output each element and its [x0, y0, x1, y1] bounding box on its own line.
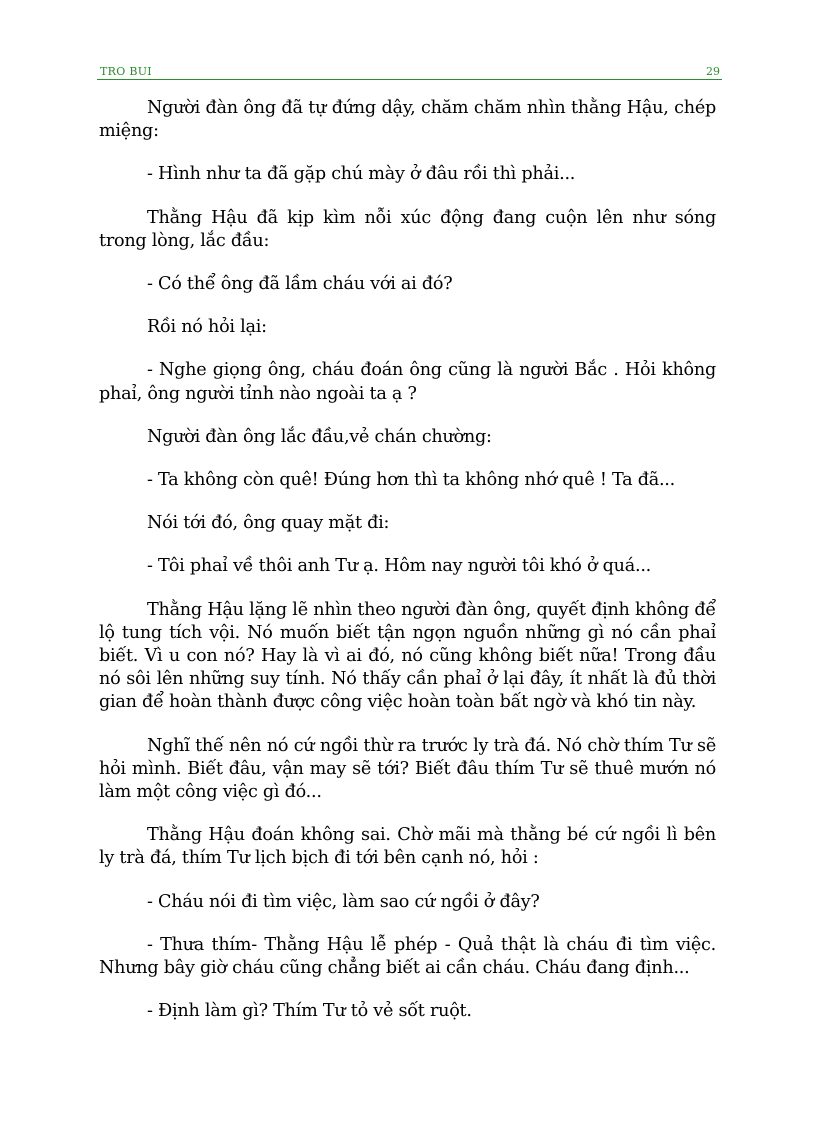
paragraph: - Nghe giọng ông, cháu đoán ông cũng là người Bắc . Hỏi không phaỉ, ông người tỉnh nào ngoài ta ạ ? [99, 360, 716, 404]
paragraph: - Tôi phaỉ về thôi anh Tư ạ. Hôm nay người tôi khó ở quá... [147, 556, 652, 577]
paragraph: - Ta không còn quê! Đúng hơn thì ta không nhớ quê ! Ta đã... [147, 470, 675, 491]
paragraph: Người đàn ông lắc đầu,vẻ chán chường: [147, 426, 492, 447]
paragraph: - Cháu nói đi tìm việc, làm sao cứ ngồi ở đây? [147, 891, 540, 912]
paragraph: - Có thể ông đã lầm cháu với ai đó? [147, 274, 453, 295]
book-title: TRO BUI [100, 65, 152, 78]
paragraph: Thằng Hậu đã kịp kìm nỗi xúc động đang cuộn lên như sóng trong lòng, lắc đầu: [99, 207, 716, 251]
paragraph: Nói tới đó, ông quay mặt đi: [147, 513, 390, 534]
page-header [97, 64, 722, 80]
paragraph: - Hình như ta đã gặp chú mày ở đâu rồi thì phải... [147, 164, 576, 185]
paragraph: Người đàn ông đã tự đứng dậy, chăm chăm nhìn thằng Hậu, chép miệng: [99, 98, 716, 142]
body-text [99, 97, 716, 1043]
paragraph: Nghĩ thế nên nó cứ ngồi thừ ra trước ly trà đá. Nó chờ thím Tư sẽ hỏi mình. Biết đâu, vận may sẽ tới? Biết đâu thím Tư sẽ thuê mướn nó làm một công việc gì đó... [99, 735, 716, 803]
paragraph: - Thưa thím- Thằng Hậu lễ phép - Quả thật là cháu đi tìm việc. Nhưng bây giờ cháu cũng chẳng biết ai cần cháu. Cháu đang định... [99, 934, 716, 979]
paragraph: Thằng Hậu đoán không sai. Chờ mãi mà thằng bé cứ ngồi lì bên ly trà đá, thím Tư lịch bịch đi tới bên cạnh nó, hỏi : [99, 825, 716, 869]
paragraph: Thằng Hậu lặng lẽ nhìn theo người đàn ông, quyết định không để lộ tung tích vội. Nó muốn biết tận ngọn nguồn những gì nó cần phaỉ biết. Vì u con nó? Hay là vì ai đó, nó cũng không biết nữa! Trong đầu nó sôi lên những suy tính. Nó thấy cần phaỉ ở lại đây, ít nhất là đủ thời gian để hoàn thành được công việc hoàn toàn bất ngờ và khó tin này. [99, 599, 716, 713]
paragraph: - Định làm gì? Thím Tư tỏ vẻ sốt ruột. [147, 1001, 472, 1022]
paragraph: Rồi nó hỏi lại: [147, 317, 267, 338]
page-number: 29 [706, 65, 720, 78]
